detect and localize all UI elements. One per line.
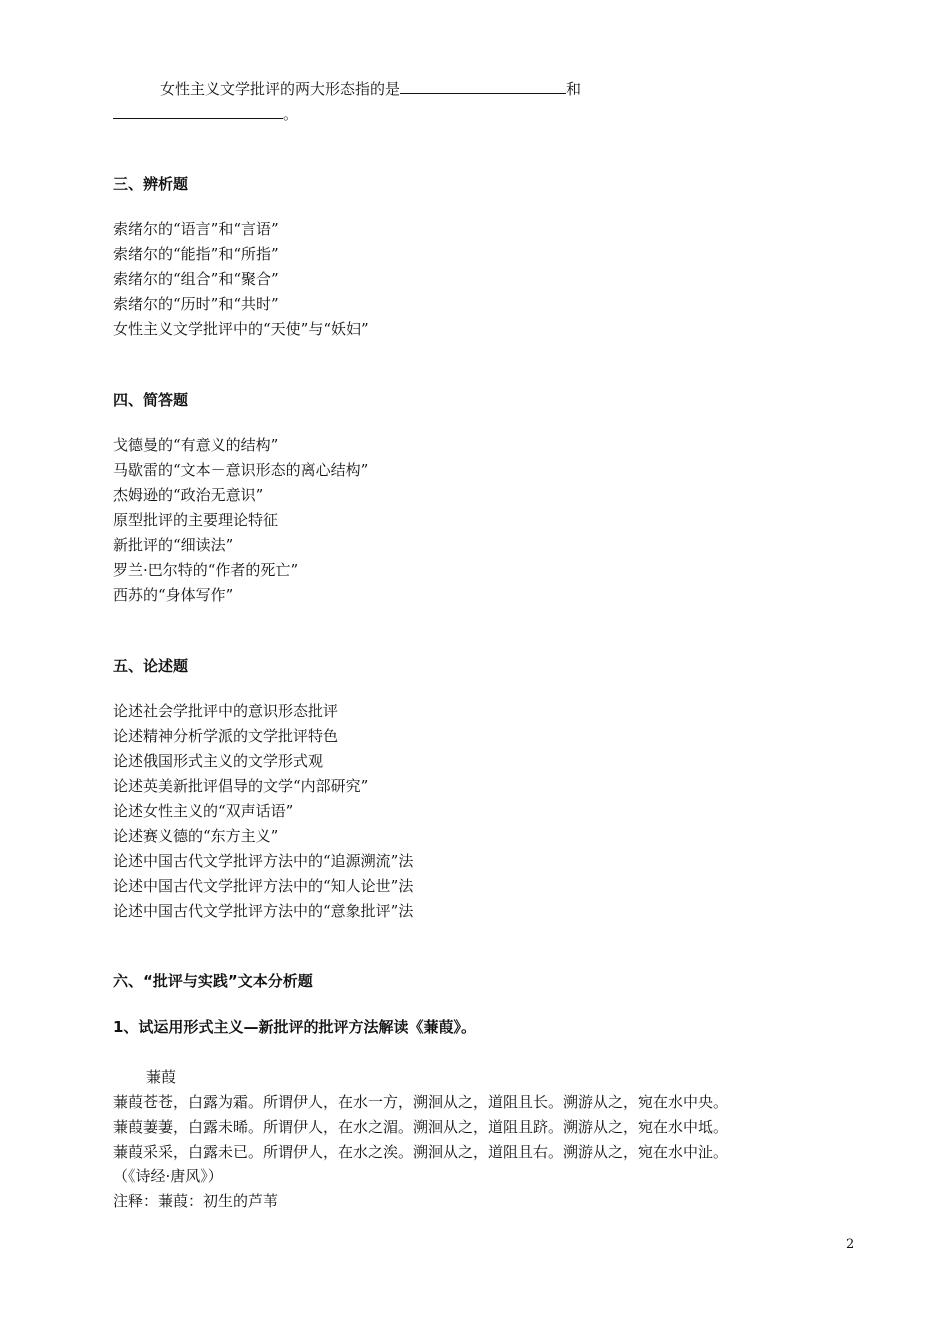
s5-item: 论述英美新批评倡导的文学“内部研究”	[113, 777, 369, 795]
s5-item: 论述精神分析学派的文学批评特色	[113, 727, 339, 745]
poem-title: 蒹葭	[146, 1068, 177, 1086]
section-heading-3: 三、辨析题	[113, 175, 189, 193]
s4-item: 新批评的“细读法”	[113, 536, 234, 554]
fill-in-question	[160, 79, 581, 99]
s3-item: 女性主义文学批评中的“天使”与“妖妇”	[113, 320, 369, 338]
s4-item: 原型批评的主要理论特征	[113, 511, 279, 529]
s3-item: 索绪尔的“能指”和“所指”	[113, 245, 279, 263]
s4-item: 戈德曼的“有意义的结构”	[113, 436, 279, 454]
s5-item: 论述社会学批评中的意识形态批评	[113, 702, 339, 720]
s4-item: 杰姆逊的“政治无意识”	[113, 486, 264, 504]
fill-in-end: 。	[283, 105, 299, 123]
poem-line: 蒹葭采采，白露未已。所谓伊人，在水之涘。溯洄从之，道阻且右。溯游从之，宛在水中沚。	[113, 1143, 729, 1161]
poem-line: 蒹葭苍苍，白露为霜。所谓伊人，在水一方，溯洄从之，道阻且长。溯游从之，宛在水中央。	[113, 1093, 729, 1111]
poem-source: （《诗经·唐风》）	[113, 1167, 223, 1185]
s5-item: 论述女性主义的“双声话语”	[113, 802, 294, 820]
poem-note: 注释：蒹葭：初生的芦苇	[113, 1192, 279, 1210]
section-heading-5: 五、论述题	[113, 657, 189, 675]
page-number: 2	[846, 1237, 855, 1252]
s4-item: 罗兰·巴尔特的“作者的死亡”	[113, 561, 299, 579]
s3-item: 索绪尔的“语言”和“言语”	[113, 220, 279, 238]
question-1: 1、试运用形式主义—新批评的批评方法解读《蒹葭》。	[113, 1018, 476, 1036]
s3-item: 索绪尔的“组合”和“聚合”	[113, 270, 279, 288]
s5-item: 论述赛义德的“东方主义”	[113, 827, 279, 845]
s4-item: 西苏的“身体写作”	[113, 586, 234, 604]
s3-item: 索绪尔的“历时”和“共时”	[113, 295, 279, 313]
fill-in-question-cont	[113, 104, 298, 124]
s4-item: 马歇雷的“文本－意识形态的离心结构”	[113, 461, 369, 479]
s5-item: 论述中国古代文学批评方法中的“追源溯流”法	[113, 852, 414, 870]
s5-item: 论述中国古代文学批评方法中的“知人论世”法	[113, 877, 414, 895]
s5-item: 论述俄国形式主义的文学形式观	[113, 752, 324, 770]
answer-blank-1	[400, 79, 566, 94]
answer-blank-2	[113, 104, 283, 119]
fill-in-conjunction: 和	[566, 80, 582, 98]
fill-in-question-text: 女性主义文学批评的两大形态指的是	[160, 80, 401, 98]
s5-item: 论述中国古代文学批评方法中的“意象批评”法	[113, 902, 414, 920]
poem-line: 蒹葭萋萋，白露未晞。所谓伊人，在水之湄。溯洄从之，道阻且跻。溯游从之，宛在水中坻。	[113, 1118, 729, 1136]
section-heading-6: 六、“批评与实践”文本分析题	[113, 972, 313, 990]
section-heading-4: 四、简答题	[113, 391, 189, 409]
